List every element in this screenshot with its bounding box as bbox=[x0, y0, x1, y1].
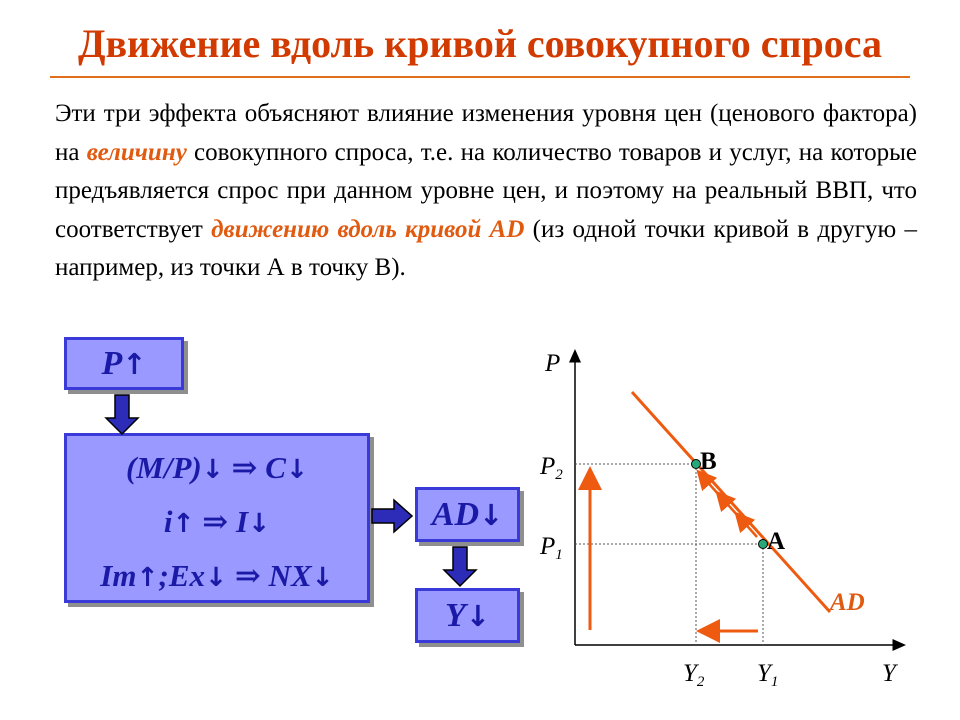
para-highlight-magnitude: величину bbox=[86, 138, 187, 166]
ad-label: AD bbox=[431, 495, 479, 533]
ad-curve bbox=[632, 392, 830, 612]
imports-label: Im bbox=[100, 558, 137, 593]
real-money-label: (M/P) bbox=[125, 450, 202, 485]
para-highlight-movement: движению вдоль кривой AD bbox=[211, 215, 525, 243]
y1-label: $Y_1$ bbox=[757, 660, 779, 690]
arrow-down-icon: ↓ bbox=[248, 509, 271, 539]
p2-label: $P_2$ bbox=[540, 453, 563, 483]
price-label: P bbox=[101, 344, 123, 382]
exports-label: ;Ex bbox=[158, 558, 206, 593]
arrow-down-icon: ↓ bbox=[311, 563, 334, 593]
consumption-label: ⇒ C bbox=[223, 450, 286, 485]
y2-label: $Y_2$ bbox=[683, 660, 705, 690]
price-axis-label: P bbox=[545, 350, 561, 377]
arrow-down-icon: ↓ bbox=[465, 598, 490, 633]
interest-label: i bbox=[163, 504, 173, 539]
arrow-down-icon: ↓ bbox=[479, 497, 504, 532]
output-label: Y bbox=[445, 596, 466, 634]
connector-arrow-ad-to-y bbox=[444, 547, 476, 586]
ad-curve-label: AD bbox=[830, 589, 865, 616]
arrow-down-icon: ↓ bbox=[285, 455, 309, 485]
para-text-3: (из одной точки кривой в другую – например, из точки А в точку В). bbox=[55, 215, 918, 281]
output-axis-label: Y bbox=[882, 660, 896, 687]
connector-arrow-effects-to-ad bbox=[372, 500, 412, 532]
arrow-up-icon: ↑ bbox=[136, 563, 159, 593]
net-exports-label: ⇒ NX bbox=[227, 558, 312, 593]
point-b-label: B bbox=[700, 448, 717, 475]
para-text-2: совокупного спроса, т.е. на количество товаров и услуг, на которые предъявляется спрос при данном уровне цен, и поэтому на реальный ВВП, что соответствует bbox=[55, 138, 917, 243]
arrow-up-icon: ↑ bbox=[172, 509, 195, 539]
para-text-1: Эти три эффекта объясняют влияние изменения уровня цен (ценового фактора) на bbox=[55, 100, 917, 166]
arrow-down-icon: ↓ bbox=[205, 563, 228, 593]
arrow-down-icon: ↓ bbox=[201, 455, 224, 485]
investment-label: ⇒ I bbox=[194, 504, 249, 539]
arrow-up-icon: ↑ bbox=[122, 346, 147, 381]
slide-title: Движение вдоль кривой совокупного спроса bbox=[78, 21, 882, 66]
p1-label: $P_1$ bbox=[540, 533, 563, 563]
connector-arrow-p-to-effects bbox=[106, 395, 138, 434]
point-a-label: A bbox=[767, 528, 786, 555]
